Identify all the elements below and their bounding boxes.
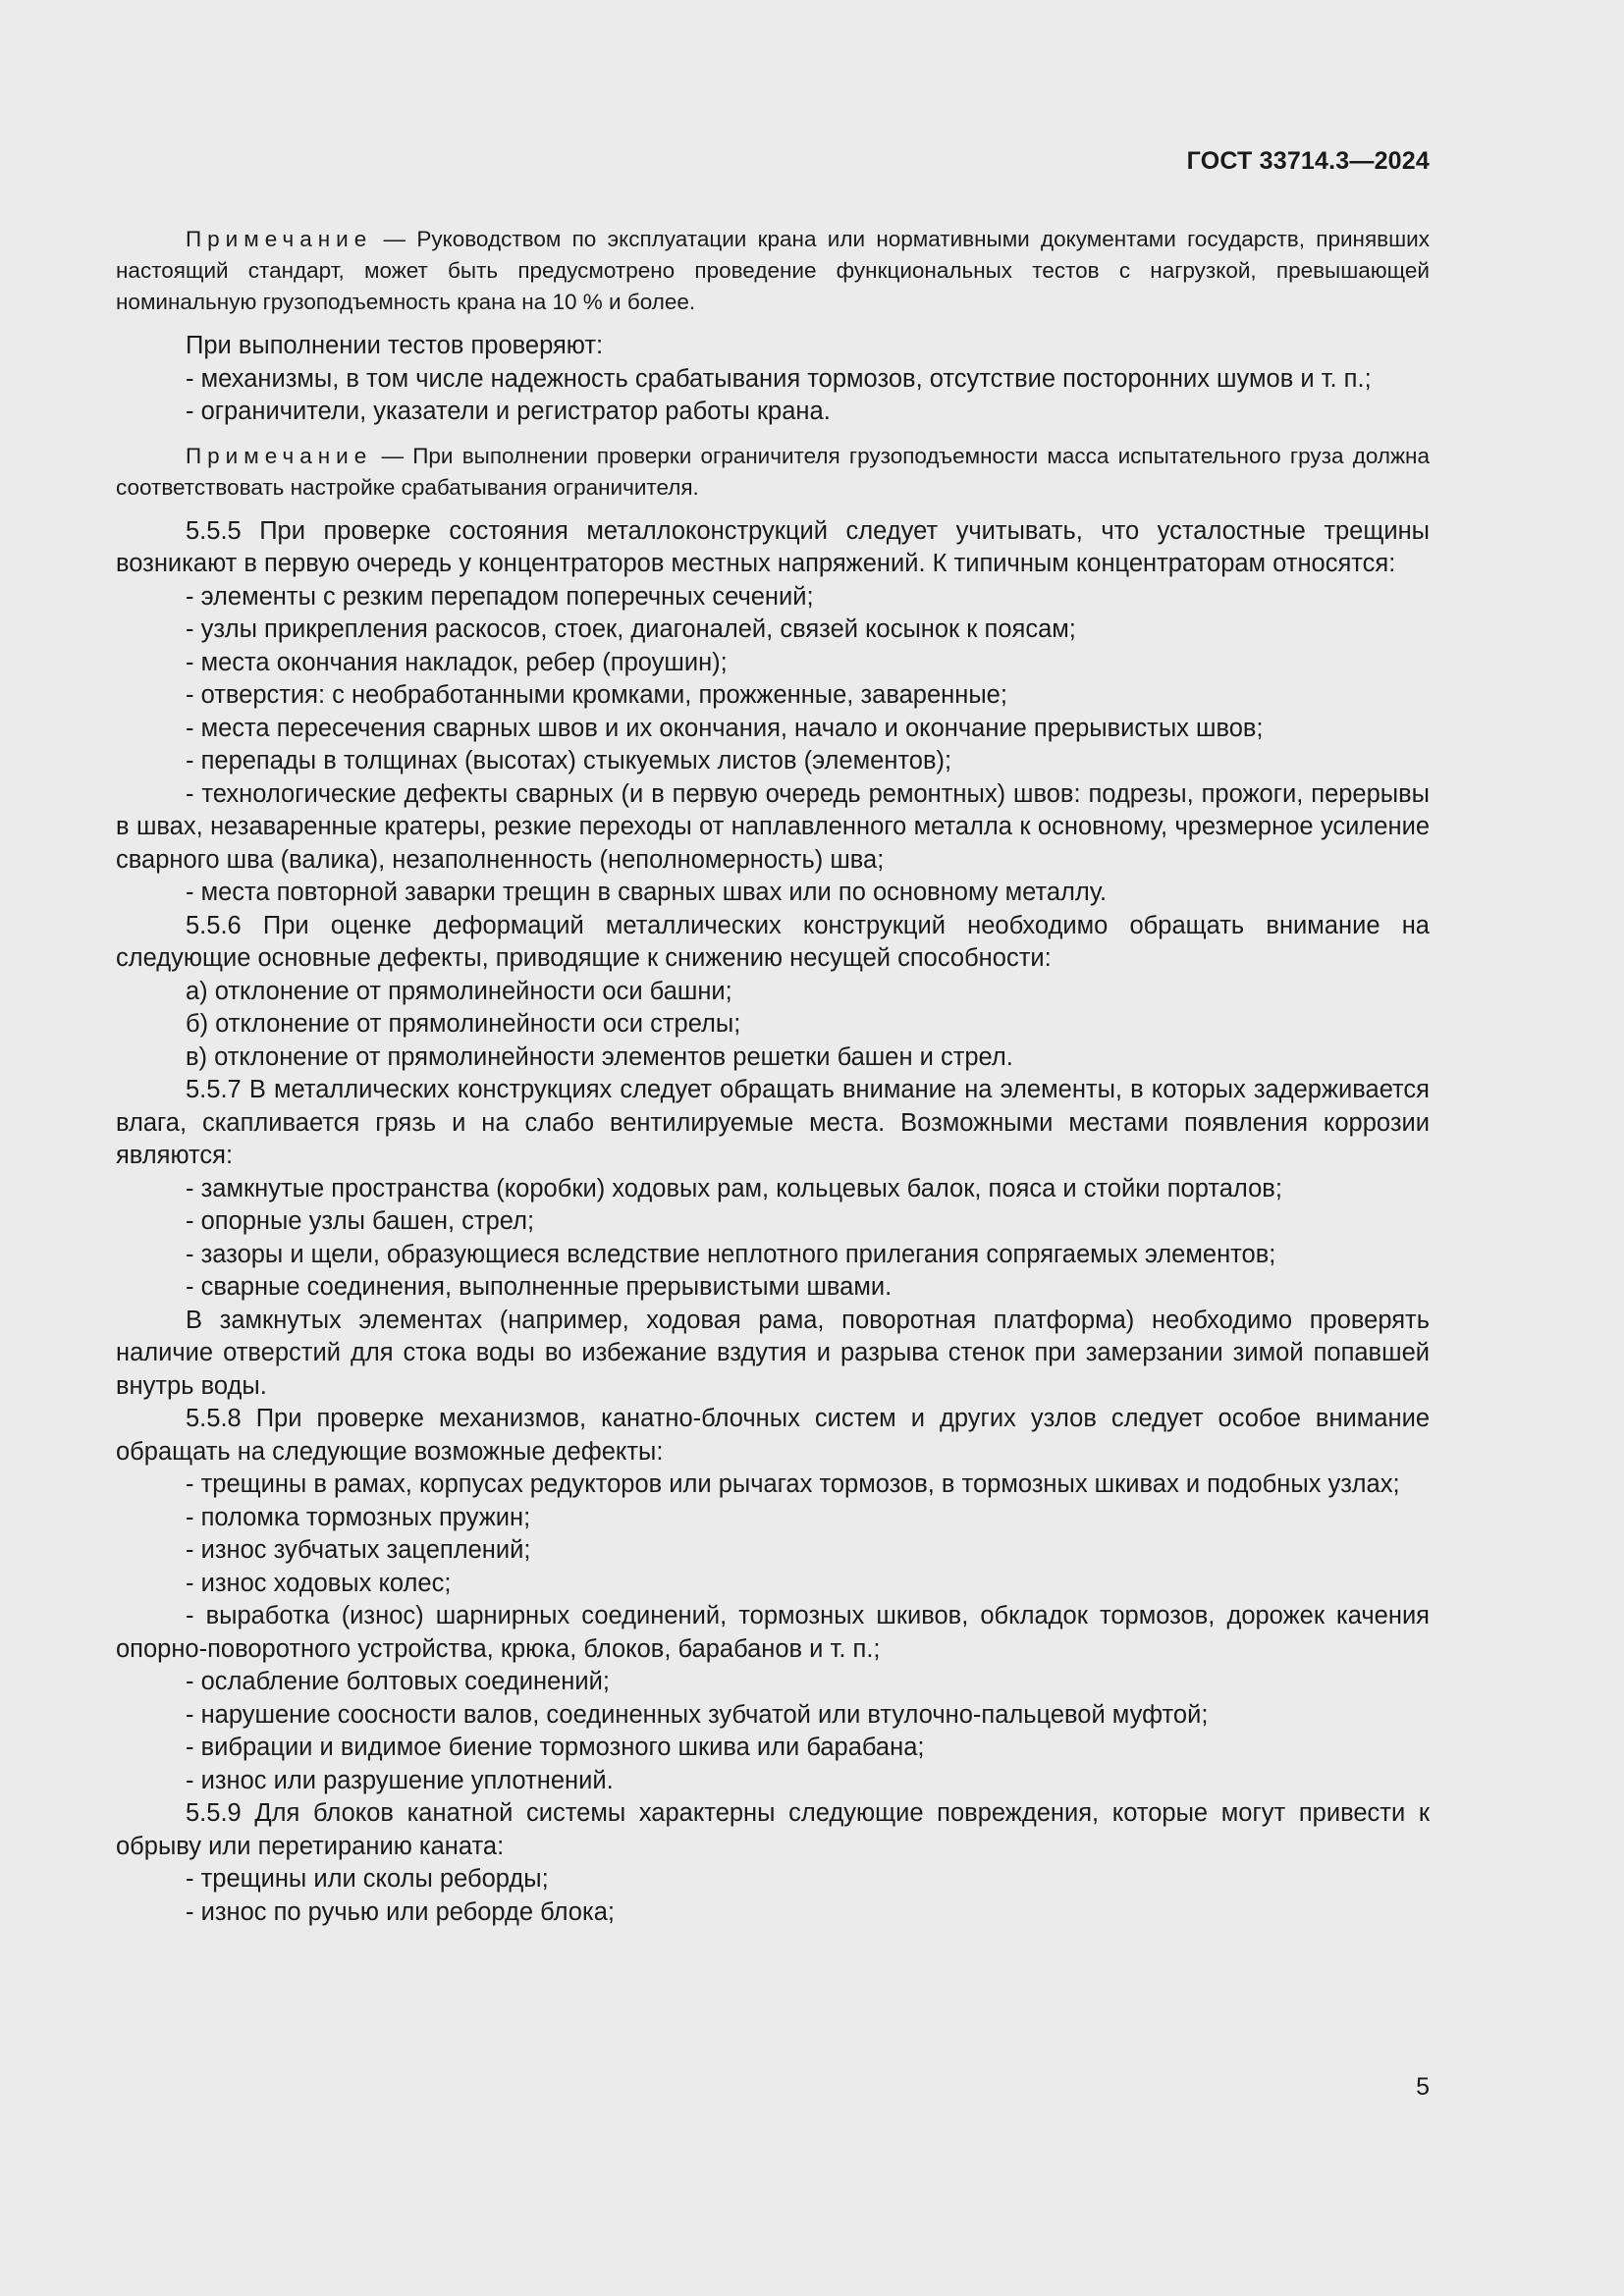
note-label: Примечание: [186, 227, 373, 251]
list-item: - места повторной заварки трещин в сварных швах или по основному металлу.: [186, 879, 1108, 906]
note-2: [116, 441, 1430, 504]
list-item: - трещины в рамах, корпусах редукторов или рычагах тормозов, в тормозных шкивах и подобных узлах;: [186, 1470, 1400, 1498]
paragraph: В замкнутых элементах (например, ходовая рама, поворотная платформа) необходимо проверять наличие отверстий для стока воды во избежание вздутия и разрыва стенок при замерзании зимой попавшей внутрь воды.: [116, 1306, 1430, 1400]
note-label: Примечание: [186, 443, 373, 468]
list-item: - вибрации и видимое биение тормозного шкива или барабана;: [186, 1734, 925, 1761]
list-item: - механизмы, в том числе надежность срабатывания тормозов, отсутствие посторонних шумов и т. п.;: [186, 364, 1372, 393]
note-text: Руководством по эксплуатации крана или нормативными документами государств, принявших настоящий стандарт, может быть предусмотрено проведение функциональных тестов с нагрузкой, превышающей номинальную грузоподъемность крана на 10 % и более.: [116, 227, 1430, 314]
list-item: - элементы с резким перепадом поперечных сечений;: [186, 582, 814, 611]
note-1: [116, 224, 1430, 318]
list-item: - сварные соединения, выполненные прерывистыми швами.: [186, 1273, 893, 1301]
list-item: - износ по ручью или реборде блока;: [186, 1897, 615, 1926]
list-item: а) отклонение от прямолинейности оси башни;: [186, 977, 732, 1005]
list-item: - выработка (износ) шарнирных соединений, тормозных шкивов, обкладок тормозов, дорожек качения опорно-поворотного устройства, крюка, блоков, барабанов и т. п.;: [116, 1602, 1430, 1663]
list-item: - зазоры и щели, образующиеся вследствие неплотного прилегания сопрягаемых элементов;: [186, 1240, 1276, 1268]
page-number: 5: [1416, 2073, 1430, 2101]
list-item: - опорные узлы башен, стрел;: [186, 1207, 535, 1235]
section-5-5-7: 5.5.7 В металлических конструкциях следует обращать внимание на элементы, в которых задерживается влага, скапливается грязь и на слабо вентилируемые места. Возможными местами появления коррозии являются:: [116, 1076, 1430, 1169]
note-dash: —: [383, 227, 406, 251]
list-item: - отверстия: с необработанными кромками, прожженные, заваренные;: [186, 681, 1007, 709]
section-5-5-5: 5.5.5 При проверке состояния металлоконструкций следует учитывать, что усталостные трещины возникают в первую очередь у концентраторов местных напряжений. К типичным концентраторам относятся:: [116, 516, 1430, 577]
list-item: - узлы прикрепления раскосов, стоек, диагоналей, связей косынок к поясам;: [186, 615, 1076, 643]
standard-number: ГОСТ 33714.3—2024: [1186, 147, 1430, 175]
list-item: - ограничители, указатели и регистратор работы крана.: [186, 398, 831, 425]
list-item: - износ зубчатых зацеплений;: [186, 1536, 531, 1564]
note-text: При выполнении проверки ограничителя грузоподъемности масса испытательного груза должна соответствовать настройке срабатывания ограничителя.: [116, 443, 1430, 500]
list-item: б) отклонение от прямолинейности оси стрелы;: [186, 1010, 741, 1038]
list-item: - износ ходовых колес;: [186, 1569, 452, 1597]
section-5-5-6: 5.5.6 При оценке деформаций металлических конструкций необходимо обращать внимание на следующие основные дефекты, приводящие к снижению несущей способности:: [116, 911, 1430, 972]
section-5-5-9: 5.5.9 Для блоков канатной системы характерны следующие повреждения, которые могут привести к обрыву или перетиранию каната:: [116, 1799, 1430, 1860]
section-5-5-8: 5.5.8 При проверке механизмов, канатно-блочных систем и других узлов следует особое внимание обращать на следующие возможные дефекты:: [116, 1405, 1430, 1466]
list-item: - трещины или сколы реборды;: [186, 1865, 549, 1893]
list-item: - перепады в толщинах (высотах) стыкуемых листов (элементов);: [186, 747, 952, 774]
page-content: [116, 224, 1430, 1929]
list-item: - поломка тормозных пружин;: [186, 1503, 531, 1531]
list-item: в) отклонение от прямолинейности элементов решетки башен и стрел.: [186, 1042, 1013, 1071]
list-item: - места пересечения сварных швов и их окончания, начало и окончание прерывистых швов;: [186, 714, 1264, 742]
list-item: - износ или разрушение уплотнений.: [186, 1766, 614, 1794]
list-item: - места окончания накладок, ребер (проушин);: [186, 648, 728, 676]
paragraph: При выполнении тестов проверяют:: [186, 332, 604, 359]
list-item: - замкнутые пространства (коробки) ходовых рам, кольцевых балок, пояса и стойки порталов;: [186, 1174, 1282, 1202]
note-dash: —: [381, 443, 404, 468]
list-item: - технологические дефекты сварных (и в первую очередь ремонтных) швов: подрезы, прожоги, перерывы в швах, незаваренные кратеры, резкие переходы от наплавленного металла к основному, чрезмерное усиление сварного шва (валика), незаполненность (неполномерность) шва;: [116, 779, 1430, 874]
list-item: - нарушение соосности валов, соединенных зубчатой или втулочно-пальцевой муфтой;: [186, 1700, 1209, 1729]
list-item: - ослабление болтовых соединений;: [186, 1668, 610, 1695]
